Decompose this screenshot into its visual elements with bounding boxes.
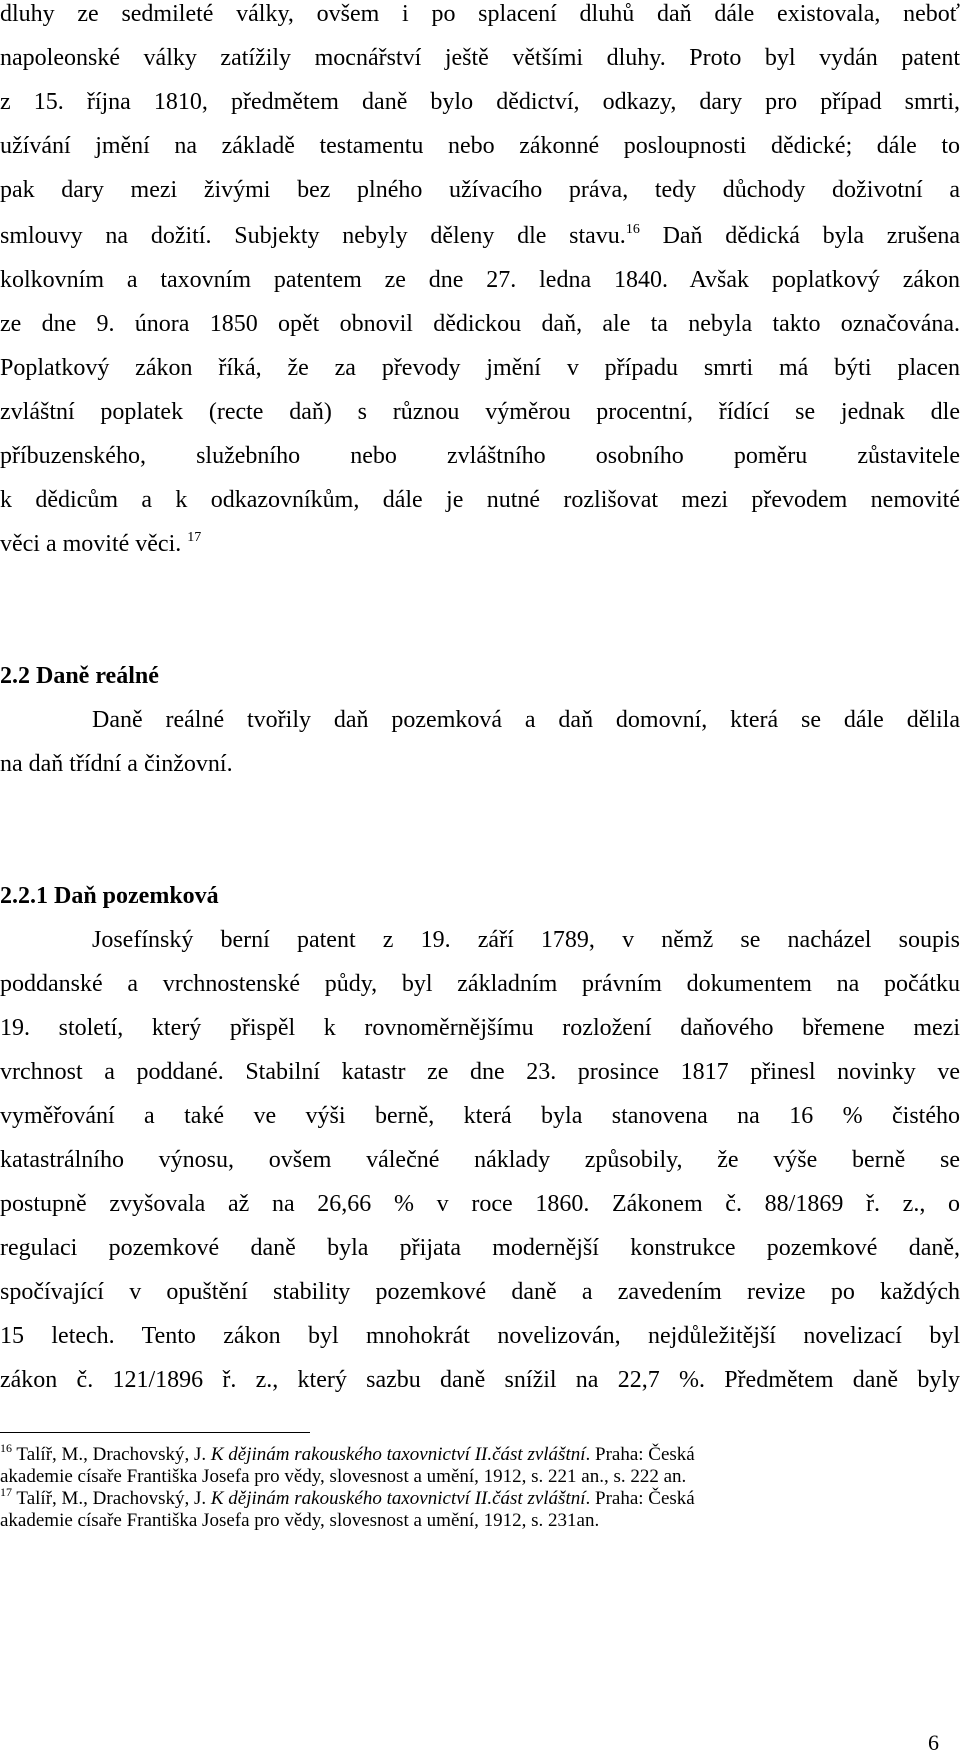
footnote-publisher: . Praha: Česká [585, 1488, 695, 1509]
footnote-title: K dějinám rakouského taxovnictví II.část zvláštní [210, 1444, 586, 1465]
section-2-2-1-line-8: regulaci pozemkové daně byla přijata modernější konstrukce pozemkové daně, [0, 1235, 960, 1261]
section-2-2-line-2: na daň třídní a činžovní. [0, 751, 233, 777]
footnote-title: K dějinám rakouského taxovnictví II.část zvláštní [210, 1488, 586, 1509]
body-line-6-tail: Daň dědická byla zrušena [662, 223, 960, 249]
body-line-9: Poplatkový zákon říká, že za převody jmění v případu smrti má býti placen [0, 355, 960, 381]
section-heading-2-2-1 [0, 882, 960, 910]
page-number: 6 [928, 1730, 939, 1755]
section-heading-2-2 [0, 662, 960, 690]
footnote-publisher: . Praha: Česká [585, 1444, 695, 1465]
body-line-11: příbuzenského, služebního nebo zvláštního osobního poměru zůstavitele [0, 443, 960, 469]
body-line-6 [0, 222, 960, 254]
body-line-1: dluhy ze sedmileté války, ovšem i po splacení dluhů daň dále existovala, neboť [0, 1, 960, 27]
footnote-16-line-2: akademie císaře Františka Josefa pro vědy, slovesnost a umění, 1912, s. 221 an., s. 222 an. [0, 1466, 687, 1487]
body-line-8: ze dne 9. února 1850 opět obnovil dědickou daň, ale ta nebyla takto označována. [0, 311, 960, 337]
section-2-2-line-1: Daně reálné tvořily daň pozemková a daň domovní, která se dále dělila [92, 707, 960, 733]
footnote-separator [0, 1432, 310, 1433]
section-2-2-1-line-2: poddanské a vrchnostenské půdy, byl základním právním dokumentem na počátku [0, 971, 960, 997]
footnote-17-line-2: akademie císaře Františka Josefa pro vědy, slovesnost a umění, 1912, s. 231an. [0, 1510, 600, 1531]
section-2-2-1-line-3: 19. století, který přispěl k rovnoměrnějšímu rozložení daňového břemene mezi [0, 1015, 960, 1041]
section-number: 2.2 [0, 663, 30, 689]
body-line-10: zvláštní poplatek (recte daň) s různou výměrou procentní, řídící se jednak dle [0, 399, 960, 425]
section-title: Daň pozemková [54, 883, 219, 909]
section-2-2-1-line-7: postupně zvyšovala až na 26,66 % v roce 1860. Zákonem č. 88/1869 ř. z., o [0, 1191, 960, 1217]
section-2-2-1-line-1: Josefínský berní patent z 19. září 1789, v němž se nacházel soupis [92, 927, 960, 953]
footnote-author: Talíř, M., Drachovský, J. [16, 1444, 207, 1465]
body-line-12: k dědicům a k odkazovníkům, dále je nutné rozlišovat mezi převodem nemovité [0, 487, 960, 513]
body-line-2: napoleonské války zatížily mocnářství ještě většími dluhy. Proto byl vydán patent [0, 45, 960, 71]
body-line-3: z 15. října 1810, předmětem daně bylo dědictví, odkazy, dary pro případ smrti, [0, 89, 960, 115]
footnote-ref-16: 16 [625, 222, 640, 237]
body-line-13-text: věci a movité věci. [0, 531, 182, 557]
footnote-17 [0, 1485, 960, 1511]
section-number: 2.2.1 [0, 883, 48, 909]
section-2-2-1-line-4: vrchnost a poddané. Stabilní katastr ze dne 23. prosince 1817 přinesl novinky ve [0, 1059, 960, 1085]
body-line-4: užívání jmění na základě testamentu nebo zákonné posloupnosti dědické; dále to [0, 133, 960, 159]
section-2-2-1-line-10: 15 letech. Tento zákon byl mnohokrát novelizován, nejdůležitější novelizací byl [0, 1323, 960, 1349]
body-line-5: pak dary mezi živými bez plného užívacího práva, tedy důchody doživotní a [0, 177, 960, 203]
body-line-6-text: smlouvy na dožití. Subjekty nebyly děleny dle stavu. [0, 223, 626, 249]
section-2-2-1-line-9: spočívající v opuštění stability pozemkové daně a zavedením revize po každých [0, 1279, 960, 1305]
footnote-ref-17: 17 [187, 530, 202, 545]
body-line-7: kolkovním a taxovním patentem ze dne 27. ledna 1840. Avšak poplatkový zákon [0, 267, 960, 293]
section-2-2-1-line-11: zákon č. 121/1896 ř. z., který sazbu daně snížil na 22,7 %. Předmětem daně byly [0, 1367, 960, 1393]
section-2-2-1-line-5: vyměřování a také ve výši berně, která byla stanovena na 16 % čistého [0, 1103, 960, 1129]
footnote-16 [0, 1441, 960, 1467]
footnote-number: 17 [0, 1485, 12, 1499]
section-title: Daně reálné [36, 663, 159, 689]
body-line-13 [0, 530, 960, 562]
footnote-author: Talíř, M., Drachovský, J. [16, 1488, 207, 1509]
footnote-number: 16 [0, 1441, 12, 1455]
section-2-2-1-line-6: katastrálního výnosu, ovšem válečné náklady způsobily, že výše berně se [0, 1147, 960, 1173]
